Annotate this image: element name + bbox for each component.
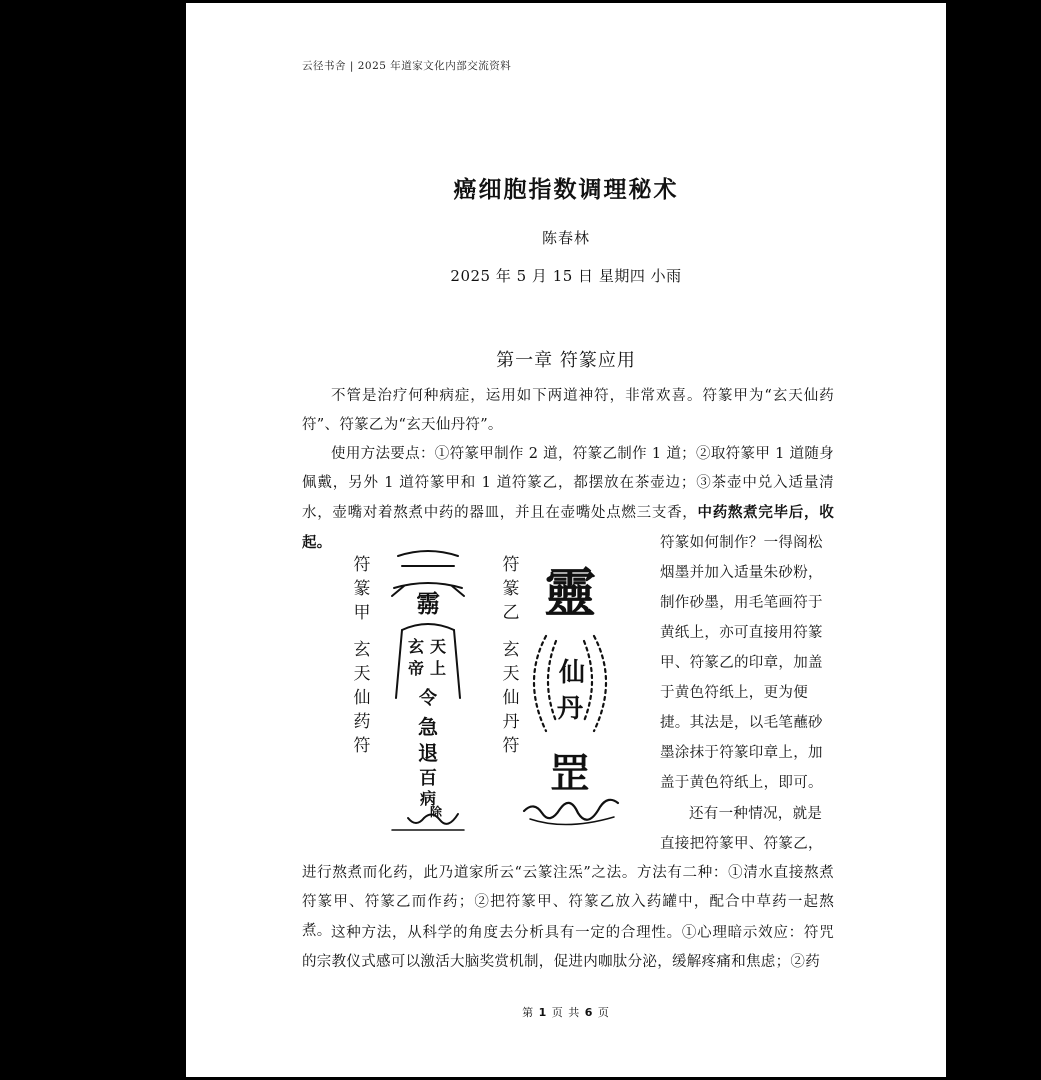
talisman-b-image [516,541,624,836]
footer-suffix: 页 [597,1006,610,1019]
footer-current-page: 1 [538,1006,548,1019]
footer-total-pages: 6 [584,1006,594,1019]
paragraph-science: 这种方法，从科学的角度去分析具有一定的合理性。①心理暗示效应：符咒的宗教仪式感可以激活大脑奖赏机制，促进内咖肽分泌，缓解疼痛和焦虑；②药 [302,925,834,970]
talisman-a-char-9: 病 [419,789,437,808]
talisman-b-name: 玄天仙丹符 [502,640,520,756]
talisman-a-char-4: 上 [429,659,447,678]
running-header: 云径书舍 | 2025 年道家文化内部交流资料 [302,60,512,72]
chapter-heading: 第一章 符篆应用 [496,350,636,371]
paragraph-other-case: 还有一种情况，就是直接把符篆甲、符篆乙， [660,806,823,852]
author-name: 陈春林 [541,229,590,247]
talisman-a-char-5: 令 [419,688,437,709]
document-page [186,3,946,1077]
talisman-a-char-0: 霛 [416,589,440,618]
document-title: 癌细胞指数调理秘术 [453,176,679,203]
document-date: 2025 年 5 月 15 日 星期四 小雨 [450,267,682,285]
talisman-a-char-2: 天 [429,637,447,656]
talisman-a-char-1: 玄 [407,637,425,656]
footer-middle: 页 共 [551,1006,581,1019]
paragraph-usage-emphasis: 中药熬煮完毕后，收起。 [302,504,834,551]
talisman-b-char-2: 丹 [556,694,584,724]
paragraph-decoction: 进行熬煮而化药，此乃道家所云“云篆注炁”之法。方法有二种：①清水直接熬煮符篆甲、符篆乙而作药；②把符篆甲、符篆乙放入药罐中，配合中草药一起熬煮。 [302,865,834,939]
talisman-a-image [388,548,468,843]
talisman-b-char-1: 仙 [558,658,586,688]
talisman-b-char-3: 罡 [550,750,590,797]
talisman-a-char-8: 百 [419,768,437,789]
talisman-a-char-3: 帝 [407,659,425,678]
paragraph-usage-text: 使用方法要点：①符篆甲制作 2 道，符篆乙制作 1 道；②取符篆甲 1 道随身佩戴，另外 1 道符篆甲和 1 道符篆乙，都摆放在茶壶边；③茶壶中兑入适量清水，壶嘴对着熬煮中药的器皿，并且在壶嘴处点燃三支香， [302,446,834,521]
footer-prefix: 第 [522,1006,535,1019]
paragraph-making: 符篆如何制作？一得阁松烟墨并加入适量朱砂粉，制作砂墨，用毛笔画符于黄纸上，亦可直接用符篆甲、符篆乙的印章，加盖于黄色符纸上，更为便捷。其法是，以毛笔蘸砂墨涂抹于符篆印章上，加盖于黄色符纸上，即可。 [660,535,823,791]
talisman-b-char-0: 靈 [543,563,597,624]
page-footer [186,1004,946,1020]
talisman-a-char-10: 除 [429,805,443,819]
paragraph-intro: 不管是治疗何种病症，运用如下两道神符，非常欢喜。符篆甲为“玄天仙药符”、符篆乙为“玄天仙丹符”。 [302,388,834,433]
talisman-a-label: 符篆甲 [353,555,371,623]
talisman-a-char-6: 急 [418,715,438,739]
talisman-a-char-7: 退 [418,741,438,765]
talisman-a-name: 玄天仙药符 [353,640,371,756]
talisman-b-label: 符篆乙 [502,555,520,623]
